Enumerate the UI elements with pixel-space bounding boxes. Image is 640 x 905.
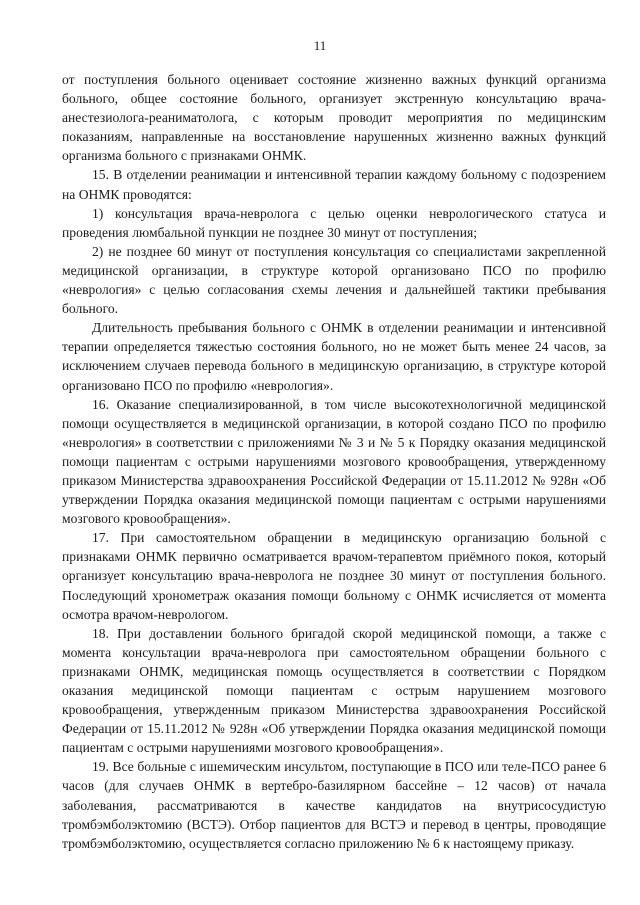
paragraph-item-19: 19. Все больные с ишемическим инсультом, поступающие в ПСО или теле-ПСО ранее 6 часов (для случаев ОНМК в вертебро-базилярном бассейне – 12 часов) от начала заболевания, рассматриваются в качестве кандидатов на внутрисосудистую тромбэмболэктомию (ВСТЭ). Отбор пациентов для ВСТЭ и перевод в центры, проводящие тромбэмболэктомию, осуществляется согласно приложению № 6 к настоящему приказу. [62,759,606,851]
paragraph-item-16: 16. Оказание специализированной, в том числе высокотехнологичной медицинской помощи осуществляется в медицинской организации, в которой создано ПСО по профилю «неврология» в соответствии с приложениями № 3 и № 5 к Порядку оказания медицинской помощи пациентам с острыми нарушениями мозгового кровообращения, утвержденному приказом Министерства здравоохранения Российской Федерации от 15.11.2012 № 928н «Об утверждении Порядка оказания медицинской помощи пациентам с острыми нарушениями мозгового кровообращения». [62,396,606,527]
paragraph-subitem-1: 1) консультация врача-невролога с целью оценки неврологического статуса и проведения люмбальной пункции не позднее 30 минут от поступления; [62,205,606,240]
paragraph-item-17: 17. При самостоятельном обращении в медицинскую организацию больной с признаками ОНМК первично осматривается врачом-терапевтом приёмного покоя, который организует консультацию врача-невролога не позднее 30 минут от поступления больного. Последующий хронометраж оказания помощи больному с ОНМК исчисляется от момента осмотра врачом-неврологом. [62,530,606,622]
paragraph-stay-duration: Длительность пребывания больного с ОНМК в отделении реанимации и интенсивной терапии определяется тяжестью состояния больного, но не может быть менее 24 часов, за исключением случаев перевода больного в медицинскую организацию, в структуре которой организовано ПСО по профилю «неврология». [62,320,606,393]
paragraph-continuation: от поступления больного оценивает состояние жизненно важных функций организма больного, общее состояние больного, организует экстренную консультацию врача-анестезиолога-реаниматолога, с которым проводит мероприятия по медицинским показаниям, направленные на восстановление нарушенных жизненно важных функций организма больного с признаками ОНМК. [62,72,606,164]
document-body [62,70,606,853]
paragraph-subitem-2: 2) не позднее 60 минут от поступления консультация со специалистами закрепленной медицинской организации, в структуре которой организовано ПСО по профилю «неврология» с целью согласования схемы лечения и дальнейшей тактики пребывания больного. [62,243,606,317]
page-number: 11 [313,38,327,53]
paragraph-item-18: 18. При доставлении больного бригадой скорой медицинской помощи, а также с момента консультации врача-невролога при самостоятельном обращении больного с признаками ОНМК, медицинская помощь осуществляется в соответствии с Порядком оказания медицинской помощи пациентам с острым нарушением мозгового кровообращения, утвержденным приказом Министерства здравоохранения Российской Федерации от 15.11.2012 № 928н «Об утверждении Порядка оказания медицинской помощи пациентам с острыми нарушениями мозгового кровообращения». [62,625,606,756]
paragraph-item-15: 15. В отделении реанимации и интенсивной терапии каждому больному с подозрением на ОНМК проводятся: [62,167,606,202]
